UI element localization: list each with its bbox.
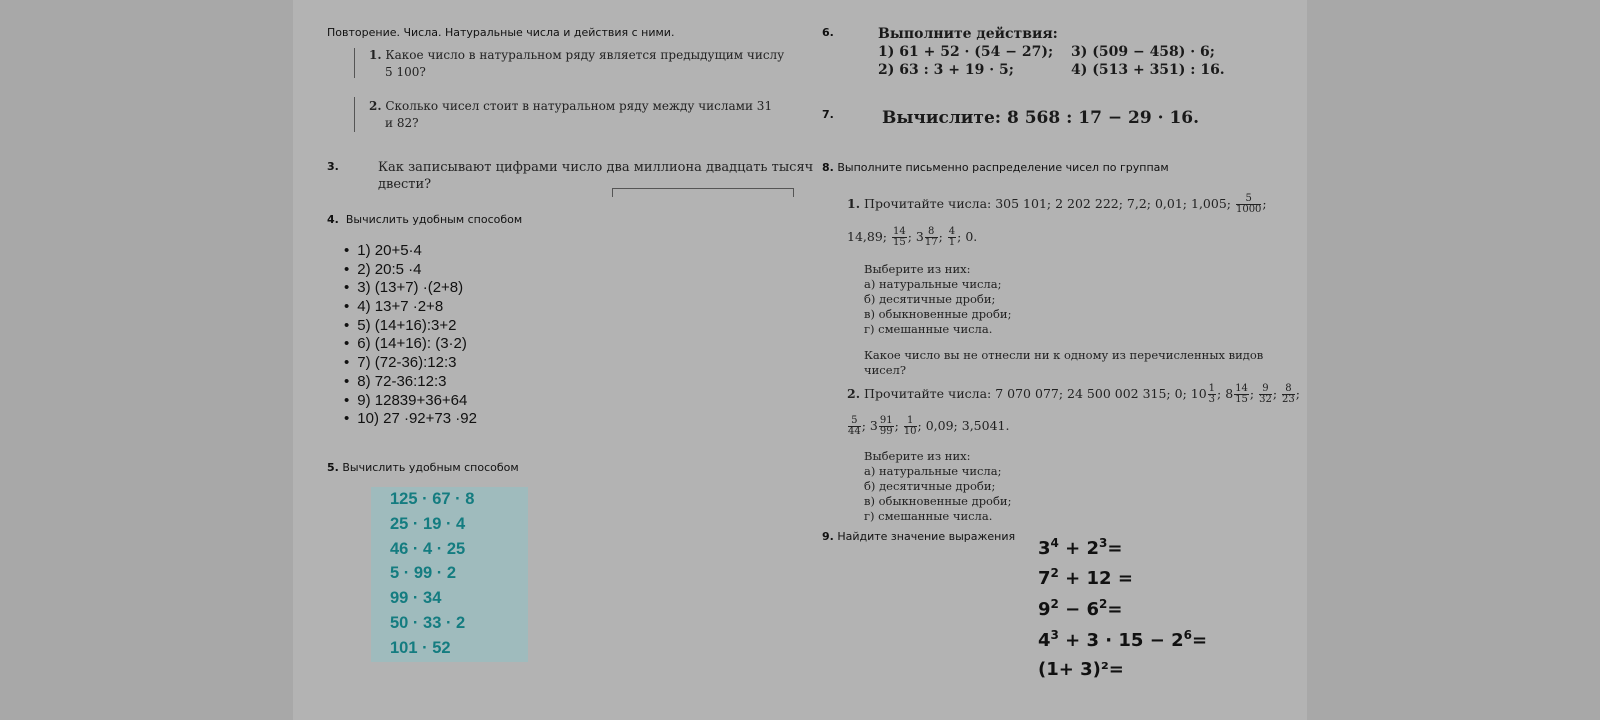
q2 [369, 99, 772, 113]
q4-heading [327, 213, 522, 226]
fraction: $\frac{14}{15}$ [1235, 383, 1248, 405]
fraction: $\frac{14}{15}$ [892, 226, 906, 248]
list-item: • 6) (14+16): (3·2) [344, 335, 477, 354]
list-item: • 7) (72-36):12:3 [344, 354, 477, 373]
q1-line1: Какое число в натуральном ряду является предыдущим числу [385, 48, 785, 62]
list-item: • 1) 20+5·4 [344, 242, 477, 261]
q5-heading [327, 461, 519, 474]
option: б) десятичные дроби; [864, 292, 996, 306]
q1-bar [354, 48, 355, 78]
fraction: $\frac{8}{23}$ [1282, 383, 1295, 405]
q9-expr-4: $4^3 + 3 \cdot 15 - 2^6=$ [1038, 628, 1208, 651]
option: в) обыкновенные дроби; [864, 307, 1012, 321]
q2-line2: и 82? [385, 116, 419, 130]
list-item: • 5) (14+16):3+2 [344, 317, 477, 336]
list-item: • 10) 27 ·92+73 ·92 [344, 410, 477, 429]
expression: 25 · 19 · 4 [390, 514, 466, 533]
q9-expr-5: (1+ 3)²= [1038, 659, 1124, 680]
page-title: Повторение. Числа. Натуральные числа и действия с ними. [327, 26, 675, 39]
fraction: $\frac{5}{44}$ [848, 415, 861, 437]
expression: 101 · 52 [390, 638, 451, 657]
q6-item-2: 2) 63 : 3 + 19 · 5; [878, 62, 1014, 78]
list-item: • 9) 12839+36+64 [344, 392, 477, 411]
list-item: • 4) 13+7 ·2+8 [344, 298, 477, 317]
q8-title: Выполните письменно распределение чисел по группам [837, 161, 1169, 174]
expression: 125 · 67 · 8 [390, 490, 475, 508]
option: г) смешанные числа. [864, 509, 993, 523]
q6-item-3: 3) (509 − 458) · 6; [1071, 44, 1215, 60]
q7-text: Вычислите: 8 568 : 17 − 29 · 16. [882, 108, 1200, 128]
fraction: $\frac{5}{1000}$ [1235, 193, 1262, 215]
list-item: • 3) (13+7) ·(2+8) [344, 279, 477, 298]
q8-part2-number: 2. [847, 386, 861, 401]
fraction: $\frac{91}{99}$ [879, 415, 893, 437]
option: в) обыкновенные дроби; [864, 494, 1012, 508]
fraction: $\frac{9}{32}$ [1259, 383, 1272, 405]
q8-part1-line1: 1. Прочитайте числа: 305 101; 2 202 222; 7,2; 0,01; 1,005; $\frac{5}{1000}$ ; [847, 193, 1267, 215]
q9-heading [822, 530, 1015, 543]
q8-part1-number: 1. [847, 196, 861, 211]
q3-line1: Как записывают цифрами число два миллиона двадцать тысяч [378, 160, 814, 175]
q4-list [344, 242, 477, 429]
fraction: $\frac{1}{10}$ [903, 415, 917, 437]
q9-expr-3: $9^2 - 6^2=$ [1038, 597, 1123, 620]
q8-heading [822, 161, 1169, 174]
q6-item-4: 4) (513 + 351) : 16. [1071, 62, 1225, 78]
fraction: $\frac{4}{1}$ [948, 226, 956, 248]
fraction: $\frac{8}{17}$ [924, 226, 938, 248]
q3-line2: двести? [378, 177, 432, 192]
expression: 50 · 33 · 2 [390, 613, 466, 632]
q8-question: Какое число вы не отнесли ни к одному из перечисленных видов чисел? [864, 348, 1264, 377]
expression: 99 · 34 [390, 589, 442, 608]
option: г) смешанные числа. [864, 322, 993, 336]
list-item: • 2) 20:5 ·4 [344, 261, 477, 280]
q9-title: Найдите значение выражения [837, 530, 1016, 543]
q1-line2: 5 100? [385, 65, 426, 79]
option: а) натуральные числа; [864, 277, 1002, 291]
q5-expressions-box [371, 487, 528, 662]
option: б) десятичные дроби; [864, 479, 996, 493]
q6-number: 6. [822, 26, 834, 39]
q8-part2-line1: 2. Прочитайте числа: 7 070 077; 24 500 002 315; 0; 10 $\frac{1}{3}$ ; 8 $\frac{14}{15}$ ; $\frac{9}{32}$ ; $\frac{8}{23}$ ; [847, 383, 1300, 405]
q9-expr-2: $7^2 + 12$ = [1038, 566, 1133, 589]
q8-number: 8. [822, 161, 834, 174]
q2-bar [354, 97, 355, 132]
q5-title: Вычислить удобным способом [342, 461, 519, 474]
q7-number: 7. [822, 108, 834, 121]
q2-line1: Сколько чисел стоит в натуральном ряду между числами 31 [385, 99, 773, 113]
q4-number: 4. [327, 213, 339, 226]
q9-expr-1: $3^4 + 2^3=$ [1038, 536, 1123, 559]
q1 [369, 48, 784, 62]
option: а) натуральные числа; [864, 464, 1002, 478]
q8-part1-line2: 14,89; $\frac{14}{15}$ ; 3 $\frac{8}{17}$ ; $\frac{4}{1}$ ; 0. [847, 226, 978, 248]
expression: 5 · 99 · 2 [390, 564, 457, 583]
q8-part2-line2: $\frac{5}{44}$ ; 3 $\frac{91}{99}$ ; $\frac{1}{10}$ ; 0,09; 3,5041. [848, 415, 1010, 437]
list-item: • 8) 72-36:12:3 [344, 373, 477, 392]
q5-number: 5. [327, 461, 339, 474]
q8-choose-2: Выберите из них: а) натуральные числа; б) десятичные дроби; в) обыкновенные дроби; г) смешанные числа. [864, 449, 1012, 523]
q8-choose-1: Выберите из них: а) натуральные числа; б) десятичные дроби; в) обыкновенные дроби; г) смешанные числа. [864, 262, 1012, 336]
q8-part1-text: Прочитайте числа: 305 101; 2 202 222; 7,2; 0,01; 1,005; [864, 196, 1231, 211]
q4-title: Вычислить удобным способом [345, 213, 523, 226]
q9-number: 9. [822, 530, 834, 543]
q6-item-1: 1) 61 + 52 · (54 − 27); [878, 44, 1054, 60]
fraction: $\frac{1}{3}$ [1208, 383, 1216, 405]
answer-box [612, 188, 794, 197]
expression: 46 · 4 · 25 [390, 539, 466, 558]
q3-number: 3. [327, 160, 339, 173]
q2-number: 2. [369, 99, 382, 113]
q1-number: 1. [369, 48, 382, 62]
q6-title: Выполните действия: [878, 26, 1058, 42]
